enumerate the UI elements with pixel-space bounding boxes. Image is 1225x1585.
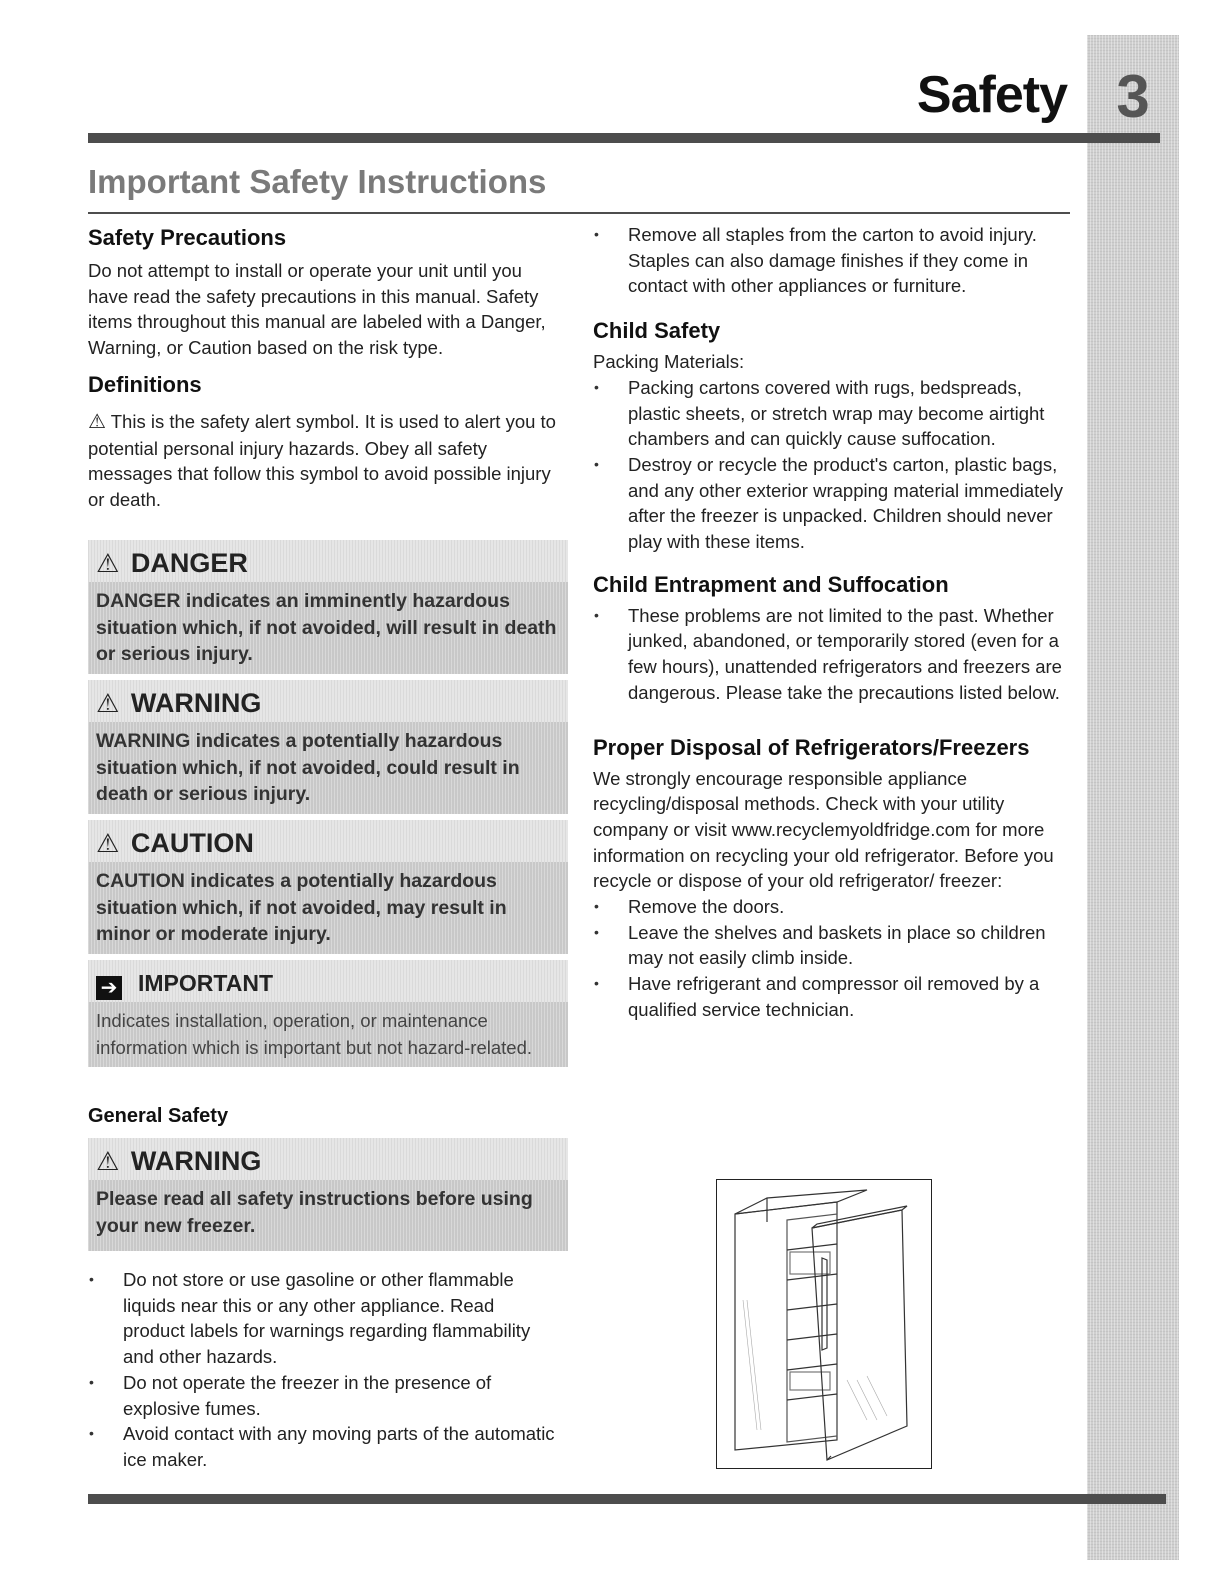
list-item: • Packing cartons covered with rugs, bedspreads, plastic sheets, or stretch wrap may become airtight chambers and can quickly cause suffocation.	[593, 375, 1073, 452]
general-warning-title: WARNING	[130, 1146, 262, 1176]
important-title: IMPORTANT	[138, 970, 274, 996]
chapter-title: Safety	[916, 66, 1067, 124]
list-item: • Remove the doors.	[593, 894, 1073, 920]
safety-precautions-text: Do not attempt to install or operate your unit until you have read the safety precautions in this manual. Safety items throughout this manual are labeled with a Danger, Warning, or Caution based on the risk type.	[88, 260, 546, 359]
list-item: • Have refrigerant and compressor oil removed by a qualified service technician.	[593, 971, 1073, 1022]
warning-triangle-icon: ⚠	[96, 828, 120, 858]
list-item: • Remove all staples from the carton to avoid injury. Staples can also damage finishes if they come in contact with other appliances or furniture.	[593, 222, 1073, 299]
freezer-illustration	[716, 1179, 932, 1469]
list-item: • Destroy or recycle the product's carton, plastic bags, and any other exterior wrapping material immediately after the freezer is unpacked. Children should never play with these items.	[593, 452, 1073, 555]
page-heading: Important Safety Instructions	[88, 163, 547, 200]
important-body: Indicates installation, operation, or maintenance information which is important but not hazard-related.	[88, 1002, 568, 1067]
list-item: • Avoid contact with any moving parts of the automatic ice maker.	[88, 1421, 558, 1472]
general-warning-box	[88, 1138, 568, 1251]
list-item: • These problems are not limited to the past. Whether junked, abandoned, or temporarily stored (even for a few hours), unattended refrigerators and freezers are dangerous. Please take the precautions listed below.	[593, 603, 1073, 706]
footer-rule	[88, 1494, 1166, 1504]
child-safety-heading: Child Safety	[593, 318, 721, 344]
danger-box	[88, 540, 568, 674]
important-box	[88, 960, 568, 1067]
general-warning-body: Please read all safety instructions before using your new freezer.	[88, 1180, 568, 1251]
safety-precautions-heading: Safety Precautions	[88, 225, 287, 250]
list-item: • Do not store or use gasoline or other flammable liquids near this or any other appliance. Read product labels for warnings regarding flammability and other hazards.	[88, 1267, 558, 1370]
danger-title: DANGER	[130, 548, 248, 578]
page-number: 3	[1116, 63, 1150, 130]
warning-triangle-icon: ⚠	[96, 548, 120, 578]
definitions-heading: Definitions	[88, 371, 202, 397]
caution-body: CAUTION indicates a potentially hazardous situation which, if not avoided, may result in minor or moderate injury.	[88, 862, 568, 954]
definitions-paragraph	[88, 409, 566, 513]
staples-list	[593, 222, 1073, 299]
child-safety-list	[593, 375, 1073, 555]
important-header	[88, 960, 568, 1002]
heading-rule	[88, 212, 1070, 214]
caution-title: CAUTION	[130, 828, 254, 858]
header-rule	[88, 133, 1160, 143]
list-item: • Leave the shelves and baskets in place so children may not easily climb inside.	[593, 920, 1073, 971]
warning-triangle-icon: ⚠	[96, 688, 120, 718]
disposal-list	[593, 894, 1073, 1023]
warning-title: WARNING	[130, 688, 262, 718]
caution-box	[88, 820, 568, 954]
arrow-box-icon: ➔	[96, 976, 122, 1000]
general-safety-heading: General Safety	[88, 1105, 229, 1127]
chapter-tab	[1087, 35, 1179, 1560]
packing-materials-label: Packing Materials:	[593, 351, 745, 373]
warning-triangle-icon: ⚠	[96, 1146, 120, 1176]
disposal-text: We strongly encourage responsible appliance recycling/disposal methods. Check with your utility company or visit www.recyclemyoldfridge.com for more information on recycling your old refrigerator. Before you recycle or dispose of your old refrigerator/ freezer:	[593, 767, 1054, 892]
warning-triangle-icon: ⚠	[88, 410, 106, 433]
left-column	[88, 222, 566, 513]
danger-header	[88, 540, 568, 582]
right-column	[593, 222, 1073, 1023]
general-safety-section	[88, 1100, 568, 1132]
general-safety-list-wrap	[88, 1267, 558, 1473]
disposal-heading: Proper Disposal of Refrigerators/Freezers	[593, 734, 1030, 760]
definitions-text: This is the safety alert symbol. It is used to alert you to potential personal injury hazards. Obey all safety messages that follow this symbol to avoid possible injury or death.	[88, 410, 556, 510]
list-item: • Do not operate the freezer in the presence of explosive fumes.	[88, 1370, 558, 1421]
warning-box	[88, 680, 568, 814]
general-safety-list	[88, 1267, 558, 1473]
warning-header	[88, 680, 568, 722]
caution-header	[88, 820, 568, 862]
danger-body: DANGER indicates an imminently hazardous situation which, if not avoided, will result in death or serious injury.	[88, 582, 568, 674]
warning-body: WARNING indicates a potentially hazardous situation which, if not avoided, could result in death or serious injury.	[88, 722, 568, 814]
freezer-drawing	[717, 1180, 931, 1468]
entrapment-heading: Child Entrapment and Suffocation	[593, 571, 949, 597]
general-warning-header	[88, 1138, 568, 1180]
entrapment-list	[593, 603, 1073, 706]
